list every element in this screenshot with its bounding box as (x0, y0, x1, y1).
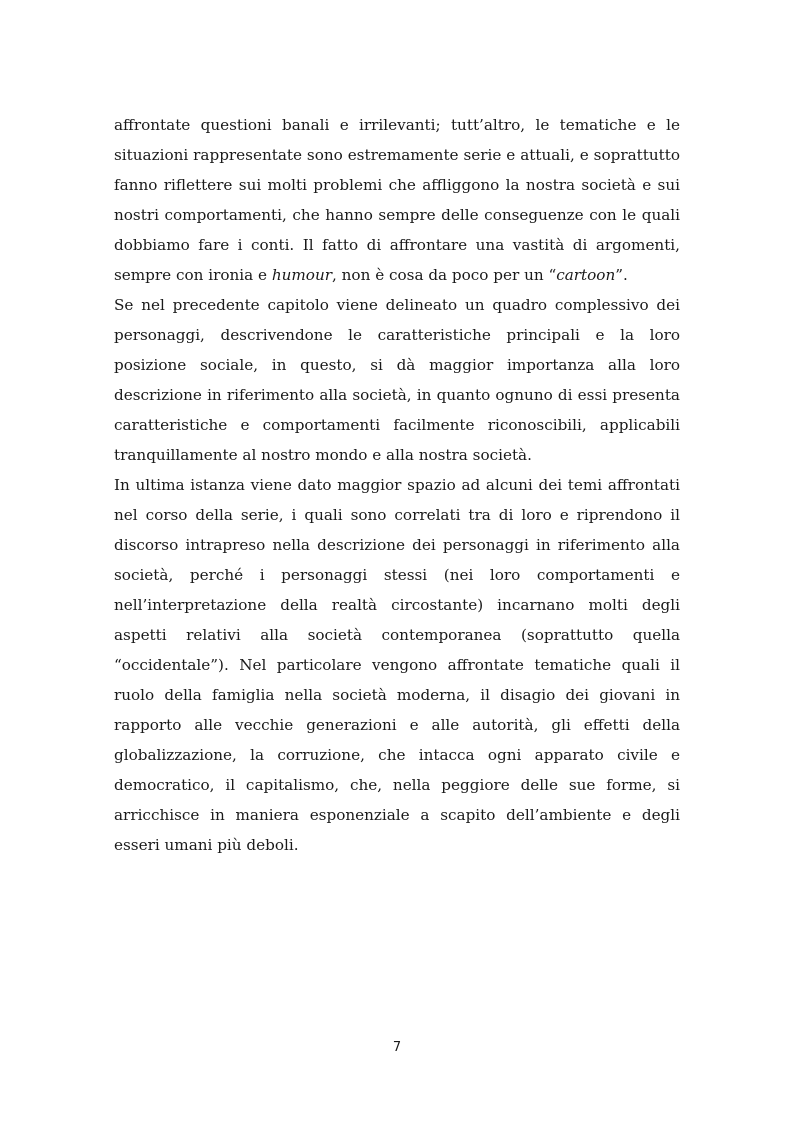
body-text (114, 110, 680, 860)
paragraph-1-italic-humour: humour (271, 266, 332, 284)
paragraph-2-segment: Se nel precedente capitolo viene delineato un quadro complessivo dei personaggi, descrivendone le caratteristiche principali e la loro posizione sociale, in questo, si dà maggior importanza alla loro descrizione in riferimento alla società, in quanto ognuno di essi presenta caratteristiche e comportamenti facilmente riconoscibili, applicabili tranquillamente al nostro mondo e alla nostra società. (114, 296, 680, 464)
page-number: 7 (392, 1040, 402, 1055)
paragraph-1 (114, 110, 680, 290)
paragraph-3-segment: In ultima istanza viene dato maggior spazio ad alcuni dei temi affrontati nel corso della serie, i quali sono correlati tra di loro e riprendono il discorso intrapreso nella descrizione dei personaggi in riferimento alla società, perché i personaggi stessi (nei loro comportamenti e nell’interpretazione della realtà circostante) incarnano molti degli aspetti relativi alla società contemporanea (soprattutto quella “occidentale”). Nel particolare vengono affrontate tematiche quali il ruolo della famiglia nella società moderna, il disagio dei giovani in rapporto alle vecchie generazioni e alle autorità, gli effetti della globalizzazione, la corruzione, che intacca ogni apparato civile e democratico, il capitalismo, che, nella peggiore delle sue forme, si arricchisce in maniera esponenziale a scapito dell’ambiente e degli esseri umani più deboli. (114, 476, 680, 854)
paragraph-1-segment: affrontate questioni banali e irrilevanti; tutt’altro, le tematiche e le situazioni rappresentate sono estremamente serie e attuali, e soprattutto fanno riflettere sui molti problemi che affliggono la nostra società e sui nostri comportamenti, che hanno sempre delle conseguenze con le quali dobbiamo fare i conti. Il fatto di affrontare una vastità di argomenti, sempre con ironia e (114, 116, 680, 284)
paragraph-1-segment: ”. (615, 266, 628, 284)
paragraph-3 (114, 470, 680, 860)
paragraph-2 (114, 290, 680, 470)
paragraph-1-segment: , non è cosa da poco per un “ (332, 266, 557, 284)
paragraph-1-italic-cartoon: cartoon (556, 266, 616, 284)
